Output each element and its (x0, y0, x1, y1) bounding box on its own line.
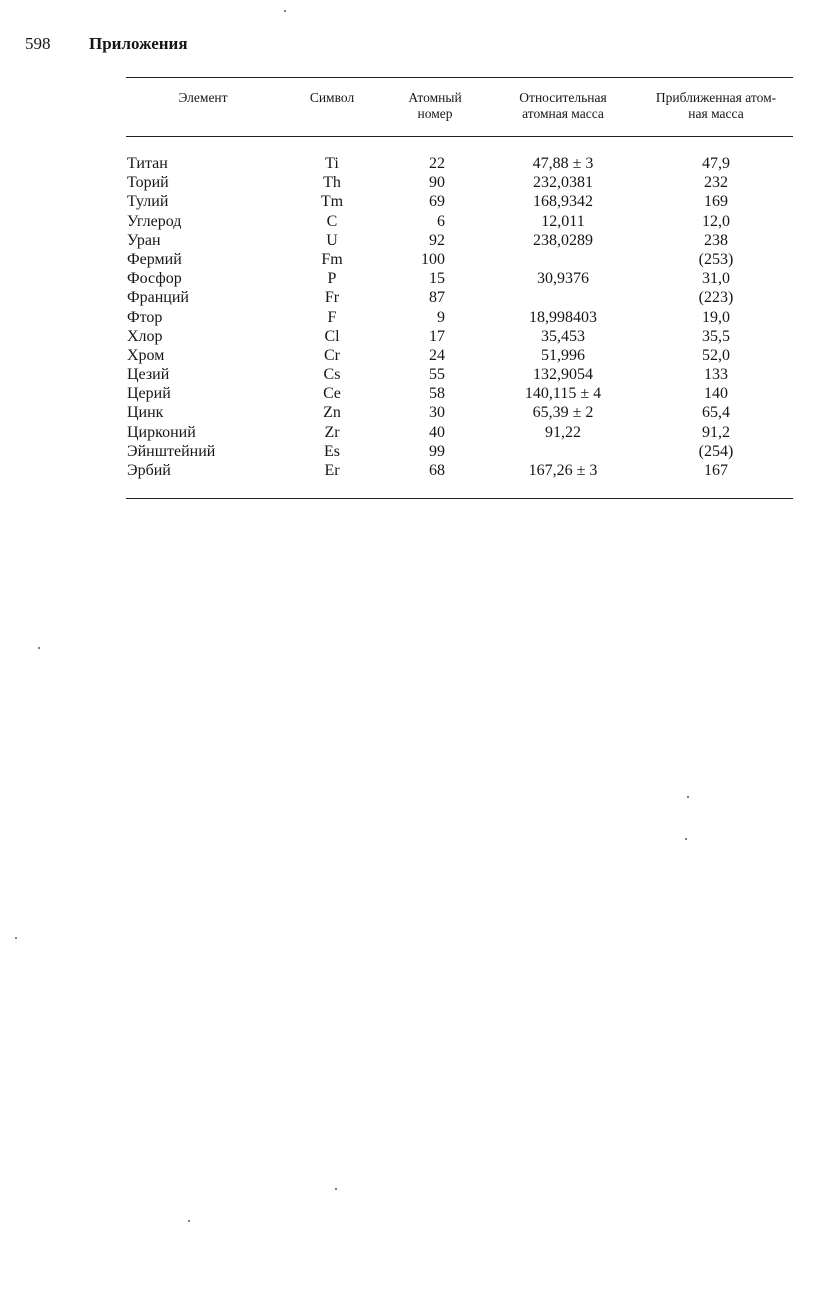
cell-relative-atomic-mass: 232,0381 (533, 174, 593, 192)
cell-symbol: Zr (324, 423, 340, 441)
cell-element: Цезий (127, 366, 170, 384)
cell-symbol: Ti (325, 155, 339, 172)
column-header-element: Элемент (178, 90, 228, 105)
table-row (0, 346, 829, 365)
cell-element: Фосфор (127, 270, 182, 288)
cell-relative-atomic-mass: 51,996 (541, 346, 585, 364)
cell-relative-atomic-mass: 132,9054 (533, 366, 593, 384)
cell-symbol: Cr (324, 346, 340, 364)
cell-relative-atomic-mass: 91,22 (545, 423, 581, 441)
running-head (25, 34, 188, 54)
table-row (0, 461, 829, 480)
scan-speck (335, 1188, 337, 1190)
cell-symbol: C (326, 212, 338, 230)
cell-approximate-atomic-mass: 65,4 (702, 404, 730, 422)
scan-speck (687, 796, 689, 798)
table-row (0, 288, 829, 307)
table-bottom-rule (126, 498, 793, 499)
table-row (0, 212, 829, 231)
cell-atomic-number: 30 (429, 404, 445, 422)
cell-atomic-number: 6 (437, 212, 445, 230)
cell-atomic-number: 9 (437, 308, 445, 326)
cell-approximate-atomic-mass: 31,0 (702, 270, 730, 288)
column-header-symbol: Символ (309, 90, 355, 105)
page-number: 598 (25, 34, 51, 53)
table-row (0, 192, 829, 211)
cell-atomic-number: 69 (429, 193, 445, 211)
table-row (0, 173, 829, 192)
cell-approximate-atomic-mass: 169 (704, 193, 728, 211)
cell-atomic-number: 40 (429, 423, 445, 441)
cell-symbol: Es (324, 442, 340, 460)
cell-element: Цинк (127, 404, 164, 422)
cell-approximate-atomic-mass: 232 (704, 174, 728, 192)
cell-symbol: F (327, 308, 337, 326)
cell-symbol: Ce (323, 385, 341, 403)
cell-atomic-number: 17 (429, 327, 445, 345)
cell-element: Церий (127, 385, 171, 403)
cell-element: Тулий (127, 193, 169, 211)
cell-symbol: Cs (323, 366, 341, 384)
cell-element: Эрбий (127, 462, 171, 479)
cell-atomic-number: 22 (429, 155, 445, 172)
cell-approximate-atomic-mass: 12,0 (702, 212, 730, 230)
cell-approximate-atomic-mass: 140 (704, 385, 728, 403)
cell-approximate-atomic-mass: 35,5 (702, 327, 730, 345)
table-top-rule (126, 77, 793, 78)
column-header-approximate-atomic-mass: Приближенная атом- ная масса (655, 90, 777, 121)
cell-relative-atomic-mass: 168,9342 (533, 193, 593, 211)
table-row (0, 365, 829, 384)
cell-element: Углерод (127, 212, 182, 230)
cell-element: Хром (127, 346, 165, 364)
cell-approximate-atomic-mass: 52,0 (702, 346, 730, 364)
table-row (0, 423, 829, 442)
cell-relative-atomic-mass: 18,998403 (529, 308, 597, 326)
cell-element: Эйнштейний (127, 442, 216, 460)
cell-element: Титан (127, 155, 168, 172)
cell-approximate-atomic-mass: 47,9 (702, 155, 730, 172)
table-body (0, 154, 829, 480)
cell-symbol: Th (323, 174, 341, 192)
cell-atomic-number: 90 (429, 174, 445, 192)
section-title: Приложения (89, 34, 188, 53)
cell-symbol: Tm (320, 193, 344, 211)
cell-symbol: P (327, 270, 337, 288)
cell-relative-atomic-mass: 12,011 (541, 212, 585, 230)
table-row (0, 269, 829, 288)
cell-atomic-number: 68 (429, 462, 445, 479)
scan-speck (284, 10, 286, 12)
cell-relative-atomic-mass: 65,39 ± 2 (532, 404, 594, 422)
cell-approximate-atomic-mass: 167 (704, 462, 728, 479)
cell-element: Фермий (127, 250, 182, 268)
table-row (0, 442, 829, 461)
scan-speck (685, 838, 687, 840)
cell-symbol: Fr (324, 289, 340, 307)
table-row (0, 250, 829, 269)
cell-atomic-number: 24 (429, 346, 445, 364)
table-row (0, 403, 829, 422)
cell-symbol: U (326, 231, 338, 249)
cell-atomic-number: 15 (429, 270, 445, 288)
cell-relative-atomic-mass: 35,453 (541, 327, 585, 345)
cell-element: Уран (127, 231, 161, 249)
table-header-rule (126, 136, 793, 137)
cell-approximate-atomic-mass: 19,0 (702, 308, 730, 326)
cell-approximate-atomic-mass: 133 (704, 366, 728, 384)
cell-element: Торий (127, 174, 169, 192)
scan-speck (15, 937, 17, 939)
cell-relative-atomic-mass: 238,0289 (533, 231, 593, 249)
cell-symbol: Fm (321, 250, 343, 268)
cell-element: Цирконий (127, 423, 196, 441)
column-header-relative-atomic-mass: Относительная атомная масса (519, 90, 607, 121)
cell-approximate-atomic-mass: (223) (698, 289, 734, 307)
cell-symbol: Er (324, 462, 340, 479)
cell-approximate-atomic-mass: 238 (704, 231, 728, 249)
table-row (0, 154, 829, 173)
column-header-atomic-number: Атомный номер (408, 90, 462, 121)
cell-atomic-number: 87 (429, 289, 445, 307)
table-row (0, 231, 829, 250)
cell-relative-atomic-mass: 140,115 ± 4 (524, 385, 602, 403)
cell-relative-atomic-mass: 30,9376 (537, 270, 589, 288)
cell-atomic-number: 92 (429, 231, 445, 249)
cell-element: Фтор (127, 308, 163, 326)
cell-atomic-number: 58 (429, 385, 445, 403)
cell-atomic-number: 55 (429, 366, 445, 384)
table-row (0, 308, 829, 327)
cell-symbol: Zn (323, 404, 341, 422)
cell-element: Хлор (127, 327, 163, 345)
cell-atomic-number: 99 (429, 442, 445, 460)
cell-approximate-atomic-mass: 91,2 (702, 423, 730, 441)
cell-relative-atomic-mass: 167,26 ± 3 (528, 462, 598, 479)
cell-approximate-atomic-mass: (253) (698, 250, 734, 268)
scan-speck (38, 647, 40, 649)
cell-element: Франций (127, 289, 189, 307)
table-row (0, 384, 829, 403)
table-row (0, 327, 829, 346)
scan-speck (188, 1220, 190, 1222)
cell-relative-atomic-mass: 47,88 ± 3 (532, 155, 594, 172)
cell-symbol: Cl (324, 327, 340, 345)
cell-atomic-number: 100 (421, 250, 445, 268)
cell-approximate-atomic-mass: (254) (698, 442, 734, 460)
